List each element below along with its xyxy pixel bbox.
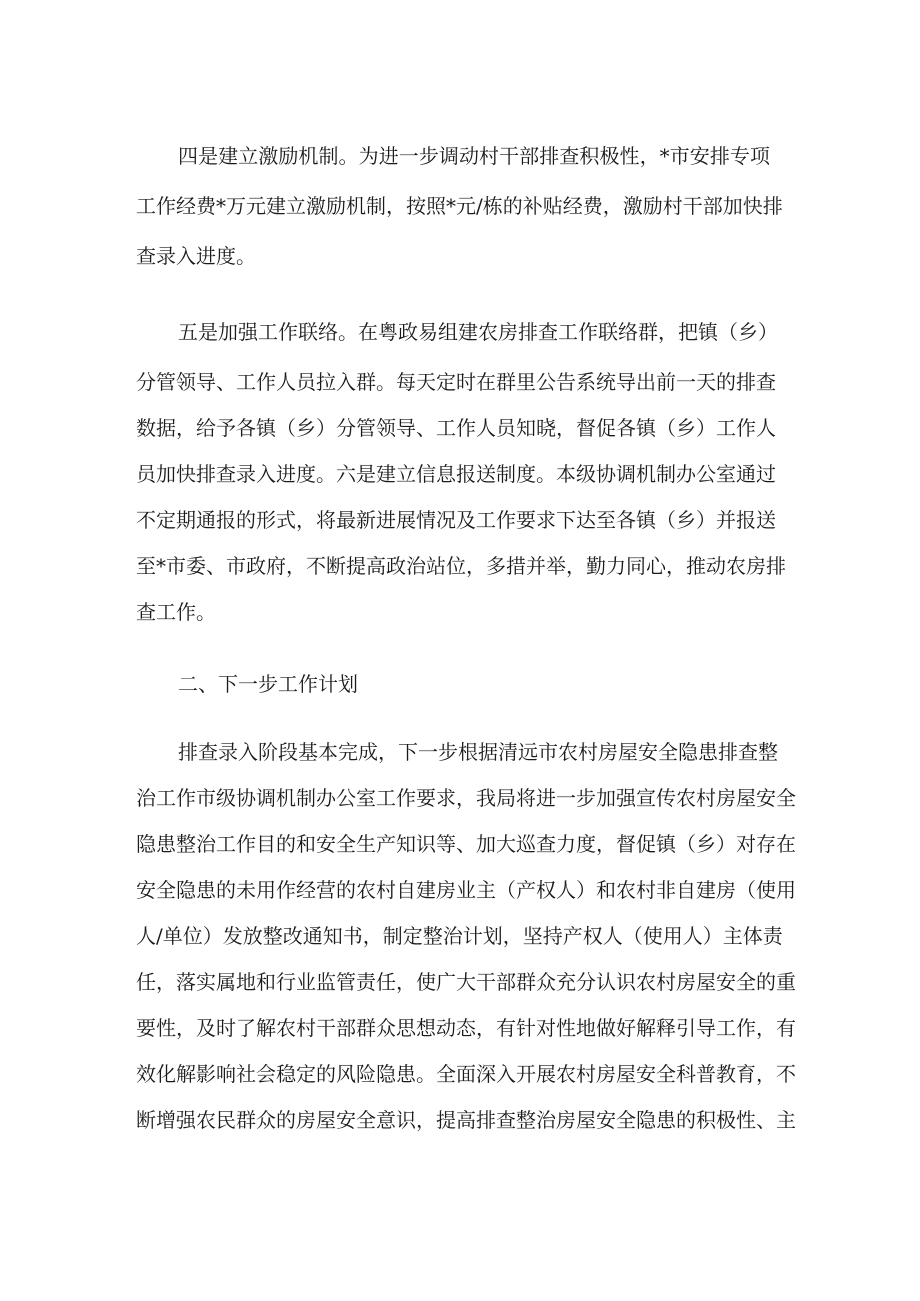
paragraph-line: 治工作市级协调机制办公室工作要求，我局将进一步加强宣传农村房屋安全: [136, 786, 796, 810]
paragraph-line: 工作经费*万元建立激励机制，按照*元/栋的补贴经费，激励村干部加快排: [136, 194, 783, 218]
paragraph-line: 隐患整治工作目的和安全生产知识等、加大巡查力度，督促镇（乡）对存在: [136, 832, 796, 856]
paragraph-line: 数据，给予各镇（乡）分管领导、工作人员知晓，督促各镇（乡）工作人: [136, 416, 776, 440]
paragraph-line: 至*市委、市政府，不断提高政治站位，多措并举，勤力同心，推动农房排: [136, 554, 786, 578]
paragraph-line: 安全隐患的未用作经营的农村自建房业主（产权人）和农村非自建房（使用: [136, 878, 796, 902]
paragraph-line: 四是建立激励机制。为进一步调动村干部排查积极性，*市安排专项: [178, 144, 770, 168]
paragraph-line: 查录入进度。: [136, 244, 256, 268]
paragraph-line: 断增强农民群众的房屋安全意识，提高排查整治房屋安全隐患的积极性、主: [136, 1108, 796, 1132]
paragraph-line: 人/单位）发放整改通知书，制定整治计划，坚持产权人（使用人）主体责: [136, 924, 783, 948]
paragraph-line: 查工作。: [136, 600, 216, 624]
paragraph-line: 五是加强工作联络。在粤政易组建农房排查工作联络群，把镇（乡）: [178, 320, 778, 344]
paragraph-line: 要性，及时了解农村干部群众思想动态，有针对性地做好解释引导工作，有: [136, 1016, 796, 1040]
paragraph-line: 效化解影响社会稳定的风险隐患。全面深入开展农村房屋安全科普教育，不: [136, 1062, 796, 1086]
paragraph-line: 排查录入阶段基本完成，下一步根据清远市农村房屋安全隐患排查整: [178, 740, 778, 764]
paragraph-line: 不定期通报的形式，将最新进展情况及工作要求下达至各镇（乡）并报送: [136, 508, 776, 532]
paragraph-line: 员加快排查录入进度。六是建立信息报送制度。本级协调机制办公室通过: [136, 462, 776, 486]
paragraph-line: 任，落实属地和行业监管责任，使广大干部群众充分认识农村房屋安全的重: [136, 970, 796, 994]
paragraph-line: 分管领导、工作人员拉入群。每天定时在群里公告系统导出前一天的排查: [136, 370, 776, 394]
section-heading: 二、下一步工作计划: [178, 672, 358, 696]
